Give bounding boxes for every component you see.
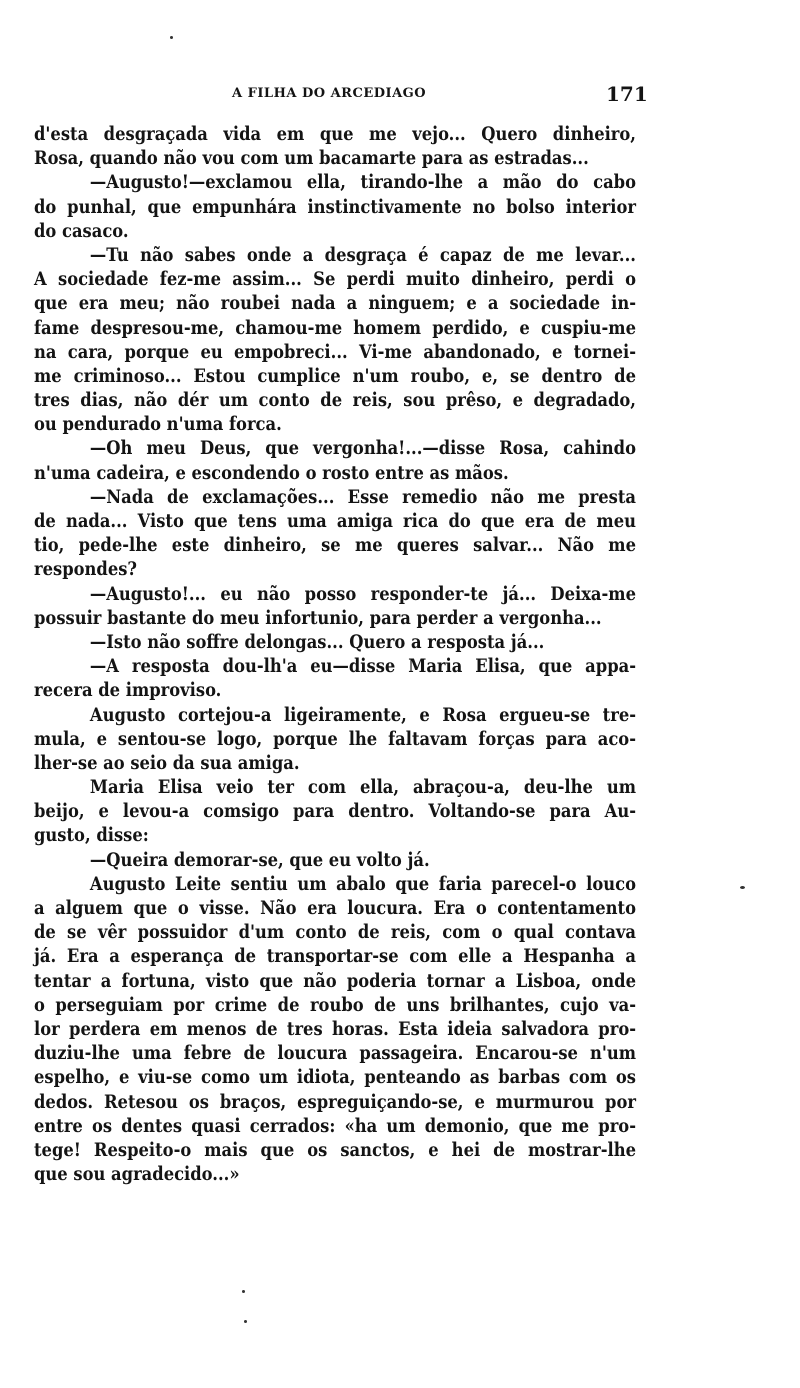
- text-line: n'uma cadeira, e escondendo o rosto entre as mãos.: [34, 461, 509, 484]
- text-line: que era meu; não roubei nada a ninguem; e a sociedade in-: [34, 292, 636, 315]
- text-line: que sou agradecido...»: [34, 1163, 240, 1186]
- text-line: —Tu não sabes onde a desgraça é capaz de me levar...: [89, 243, 636, 266]
- text-line: A sociedade fez-me assim... Se perdi muito dinheiro, perdi o: [34, 268, 636, 291]
- text-line: Rosa, quando não vou com um bacamarte para as estradas...: [34, 147, 589, 170]
- paper-speck: [244, 1320, 247, 1323]
- paper-speck: [170, 36, 173, 39]
- text-line: do casaco.: [34, 219, 129, 242]
- text-line: de se vêr possuidor d'um conto de reis, com o qual contava: [34, 921, 636, 944]
- text-line: ou pendurado n'uma forca.: [34, 413, 282, 436]
- text-line: —Augusto!... eu não posso responder-te já... Deixa-me: [89, 582, 636, 605]
- paper-speck: [242, 1290, 245, 1293]
- text-line: de nada... Visto que tens uma amiga rica do que era de meu: [34, 510, 636, 532]
- text-line: a alguem que o visse. Não era loucura. Era o contentamento: [34, 897, 636, 919]
- text-line: tege! Respeito-o mais que os sanctos, e hei de mostrar-lhe: [34, 1138, 636, 1161]
- text-line: recera de improviso.: [34, 679, 222, 702]
- text-line: beijo, e levou-a comsigo para dentro. Voltando-se para Au-: [34, 800, 636, 823]
- text-line: possuir bastante do meu infortunio, para perder a vergonha...: [34, 606, 602, 629]
- running-header: [0, 82, 800, 106]
- text-line: gusto, disse:: [34, 824, 149, 847]
- text-line: espelho, e viu-se como um idiota, penteando as barbas com os: [34, 1066, 636, 1089]
- text-line: já. Era a esperança de transportar-se com elle a Hespanha a: [34, 945, 636, 968]
- body-text: [34, 122, 636, 1186]
- text-line: —Queira demorar-se, que eu volto já.: [89, 848, 430, 871]
- text-line: dedos. Retesou os braços, espreguiçando-se, e murmurou por: [34, 1090, 636, 1113]
- text-line: Augusto Leite sentiu um abalo que faria parecel-o louco: [89, 872, 636, 895]
- text-line: d'esta desgraçada vida em que me vejo... Quero dinheiro,: [34, 123, 636, 145]
- text-line: —Nada de exclamações... Esse remedio não me presta: [89, 485, 636, 508]
- text-line: entre os dentes quasi cerrados: «ha um demonio, que me pro-: [34, 1114, 636, 1137]
- text-line: lor perdera em menos de tres horas. Esta ideia salvadora pro-: [34, 1017, 636, 1040]
- text-line: na cara, porque eu empobreci... Vi-me abandonado, e tornei-: [34, 340, 636, 363]
- text-line: fame despresou-me, chamou-me homem perdido, e cuspiu-me: [34, 316, 636, 339]
- text-line: mula, e sentou-se logo, porque lhe faltavam forças para aco-: [34, 727, 636, 750]
- text-line: duziu-lhe uma febre de loucura passageira. Encarou-se n'um: [34, 1042, 636, 1065]
- paper-speck: [740, 886, 745, 889]
- text-line: tres dias, não dér um conto de reis, sou prêso, e degradado,: [34, 389, 636, 412]
- text-line: —Isto não soffre delongas... Quero a resposta já...: [89, 630, 545, 653]
- text-line: —Oh meu Deus, que vergonha!...—disse Rosa, cahindo: [89, 437, 636, 460]
- text-line: —A resposta dou-lh'a eu—disse Maria Elisa, que appa-: [89, 655, 636, 678]
- text-line: tentar a fortuna, visto que não poderia tornar a Lisboa, onde: [34, 969, 636, 992]
- text-line: Maria Elisa veio ter com ella, abraçou-a, deu-lhe um: [89, 776, 636, 799]
- text-line: respondes?: [34, 558, 138, 581]
- text-line: Augusto cortejou-a ligeiramente, e Rosa ergueu-se tre-: [89, 703, 636, 726]
- text-line: me criminoso... Estou cumplice n'um roubo, e, se dentro de: [34, 364, 636, 387]
- text-line: lher-se ao seio da sua amiga.: [34, 751, 300, 774]
- page-number: 171: [606, 82, 648, 106]
- running-title: A FILHA DO ARCEDIAGO: [232, 86, 427, 101]
- text-line: tio, pede-lhe este dinheiro, se me queres salvar... Não me: [34, 534, 636, 557]
- text-line: o perseguiam por crime de roubo de uns brilhantes, cujo va-: [34, 993, 636, 1016]
- text-line: —Augusto!—exclamou ella, tirando-lhe a mão do cabo: [89, 171, 636, 194]
- text-line: do punhal, que empunhára instinctivamente no bolso interior: [34, 195, 636, 218]
